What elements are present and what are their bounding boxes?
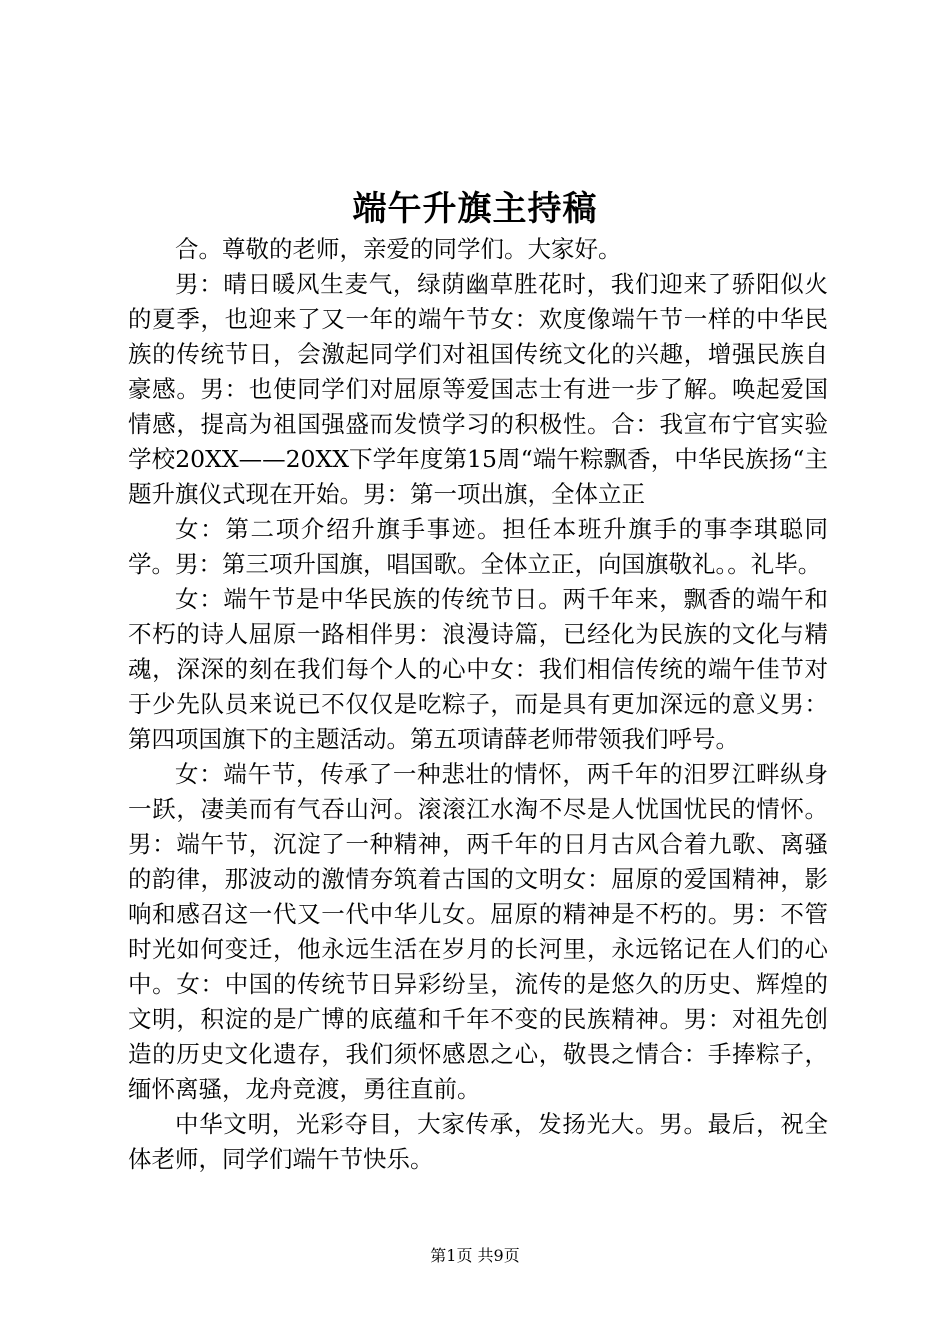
paragraph: 中华文明，光彩夺目，大家传承，发扬光大。男。最后，祝全体老师，同学们端午节快乐。 xyxy=(128,1110,828,1173)
paragraph: 合。尊敬的老师，亲爱的同学们。大家好。 xyxy=(175,235,622,263)
paragraph: 女：第二项介绍升旗手事迹。担任本班升旗手的事李琪聪同学。男：第三项升国旗，唱国歌。全体立正，向国旗敬礼。。礼毕。 xyxy=(128,515,828,578)
document-body xyxy=(128,232,828,1177)
paragraph: 女：端午节，传承了一种悲壮的情怀，两千年的汨罗江畔纵身一跃，凄美而有气吞山河。滚滚江水淘不尽是人忧国忧民的情怀。男：端午节，沉淀了一种精神，两千年的日月古风合着九歌、离骚的韵律，那波动的激情夯筑着古国的文明女：屈原的爱国精神，影响和感召这一代又一代中华儿女。屈原的精神是不朽的。男：不管时光如何变迁，他永远生活在岁月的长河里，永远铭记在人们的心中。女：中国的传统节日异彩纷呈，流传的是悠久的历史、辉煌的文明，积淀的是广博的底蕴和千年不变的民族精神。男：对祖先创造的历史文化遗存，我们须怀感恩之心，敬畏之情合：手捧粽子，缅怀离骚，龙舟竞渡，勇往直前。 xyxy=(128,760,828,1103)
paragraph: 女：端午节是中华民族的传统节日。两千年来，飘香的端午和不朽的诗人屈原一路相伴男：浪漫诗篇，已经化为民族的文化与精魂，深深的刻在我们每个人的心中女：我们相信传统的端午佳节对于少先队员来说已不仅仅是吃粽子，而是具有更加深远的意义男：第四项国旗下的主题活动。第五项请薛老师带领我们呼号。 xyxy=(128,585,828,753)
document-title: 端午升旗主持稿 xyxy=(352,189,598,229)
paragraph: 男：晴日暖风生麦气，绿荫幽草胜花时，我们迎来了骄阳似火的夏季，也迎来了又一年的端午节女：欢度像端午节一样的中华民族的传统节日，会激起同学们对祖国传统文化的兴趣，增强民族自豪感。男：也使同学们对屈原等爱国志士有进一步了解。唤起爱国情感，提高为祖国强盛而发愤学习的积极性。合：我宣布宁官实验学校20XX——20XX下学年度第15周“端午粽飘香，中华民族扬“主题升旗仪式现在开始。男：第一项出旗，全体立正 xyxy=(128,270,828,508)
page-footer: 第1页 共9页 xyxy=(430,1246,520,1265)
